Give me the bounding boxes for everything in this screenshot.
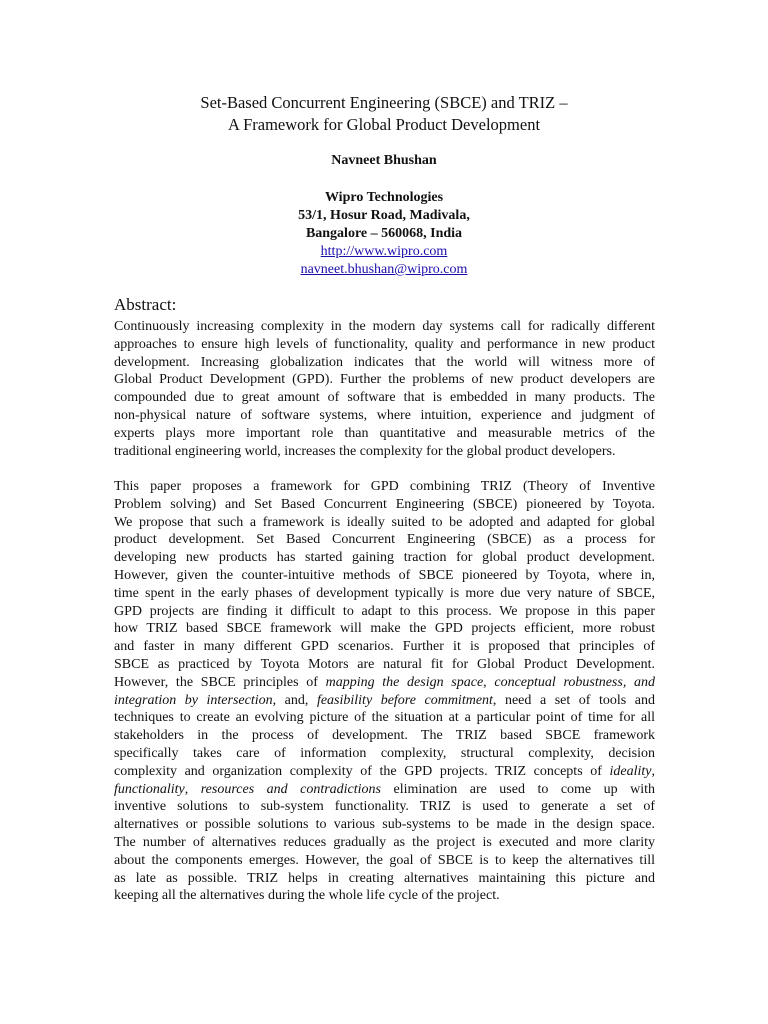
author-name: Navneet Bhushan: [331, 153, 437, 168]
email-link[interactable]: navneet.bhushan@wipro.com: [300, 262, 468, 277]
text-line: developing new products has started gaining traction for global product development.: [114, 550, 655, 566]
text-line: traditional engineering world, increases the complexity for the global product developers.: [114, 443, 616, 459]
text-line: how TRIZ based SBCE framework will make the GPD projects efficient, more robust: [114, 621, 655, 637]
text-line: experts plays more important role than quantitative and measurable metrics of the: [114, 425, 655, 441]
text-line: [114, 763, 655, 781]
text-line: techniques to create an evolving picture of the situation at a particular point of time for all: [114, 710, 655, 726]
italic-term: ideality: [609, 763, 652, 779]
text-run: ,: [651, 763, 655, 779]
text-line: stakeholders in the process of development. The TRIZ based SBCE framework: [114, 728, 655, 744]
abstract-heading: Abstract:: [114, 295, 177, 314]
text-line: This paper proposes a framework for GPD combining TRIZ (Theory of Inventive: [114, 479, 655, 494]
italic-term: functionality: [114, 781, 185, 797]
text-line: compounded due to great amount of software that is embedded in many products. The: [114, 390, 655, 406]
text-line: Continuously increasing complexity in the modern day systems call for radically different: [114, 319, 655, 334]
italic-term: conceptual robustness, and: [494, 674, 655, 690]
text-line: keeping all the alternatives during the whole life cycle of the project.: [114, 888, 500, 904]
text-line: Global Product Development (GPD). Further the problems of new product developers are: [114, 372, 655, 388]
text-run: ,: [483, 674, 495, 690]
text-line: specifically takes care of information complexity, structural complexity, decision: [114, 745, 655, 761]
italic-term: mapping the design space: [325, 674, 484, 690]
text-line: [114, 692, 655, 710]
text-line: approaches to ensure high levels of functionality, quality and performance in new product: [114, 336, 655, 352]
text-line: non-physical nature of software systems, where intuition, experience and judgment of: [114, 407, 655, 423]
paper-title: [0, 92, 768, 136]
affiliation-org: Wipro Technologies: [324, 190, 444, 205]
text-line: [114, 781, 655, 799]
affiliation-address-2: Bangalore – 560068, India: [305, 226, 463, 241]
text-line: inventive solutions to sub-system functionality. TRIZ is used to generate a set of: [114, 799, 655, 815]
text-line: [114, 674, 655, 692]
title-line-2: A Framework for Global Product Development: [227, 115, 541, 134]
title-line-1: Set-Based Concurrent Engineering (SBCE) and TRIZ –: [200, 93, 568, 112]
text-line: time spent in the early phases of development typically is more due very nature of SBCE,: [114, 585, 655, 601]
affiliation-address-1: 53/1, Hosur Road, Madivala,: [298, 208, 470, 223]
abstract-paragraph-2: [114, 478, 655, 905]
text-line: GPD projects are finding it difficult to adapt to this process. We propose in this paper: [114, 603, 655, 619]
text-line: about the components emerges. However, the goal of SBCE is to keep the alternatives till: [114, 852, 655, 868]
text-run: ,: [184, 781, 201, 797]
text-run: However, the SBCE principles of: [114, 674, 326, 690]
text-run: elimination are used to come up with: [381, 781, 655, 797]
text-line: However, given the counter-intuitive methods of SBCE pioneered by Toyota, where in,: [114, 567, 655, 583]
text-line: alternatives or possible solutions to various sub-systems to be made in the design space.: [114, 817, 655, 833]
text-line: Problem solving) and Set Based Concurrent Engineering (SBCE) pioneered by Toyota.: [114, 496, 655, 512]
text-run: , and,: [272, 692, 317, 708]
italic-term: integration by intersection: [114, 692, 273, 708]
text-run: , need a set of tools and: [492, 692, 655, 708]
text-line: as late as possible. TRIZ helps in creating alternatives maintaining this picture and: [114, 870, 655, 886]
italic-term: resources and contradictions: [200, 781, 381, 797]
text-line: The number of alternatives reduces gradually as the project is executed and more clarity: [114, 834, 655, 850]
text-line: We propose that such a framework is ideally suited to be adopted and adapted for global: [114, 514, 655, 530]
website-link[interactable]: http://www.wipro.com: [320, 244, 448, 259]
abstract-paragraph-1: [114, 318, 655, 460]
text-line: SBCE as practiced by Toyota Motors are natural fit for Global Product Development.: [114, 656, 655, 672]
text-line: product development. Set Based Concurrent Engineering (SBCE) as a process for: [114, 532, 655, 548]
italic-term: feasibility before commitment: [316, 692, 493, 708]
affiliation-block: [0, 189, 768, 279]
text-run: complexity and organization complexity of the GPD projects. TRIZ concepts of: [114, 763, 610, 779]
text-line: and faster in many different GPD scenarios. Further it is proposed that principles of: [114, 639, 655, 655]
text-line: development. Increasing globalization indicates that the world will witness more of: [114, 354, 655, 370]
